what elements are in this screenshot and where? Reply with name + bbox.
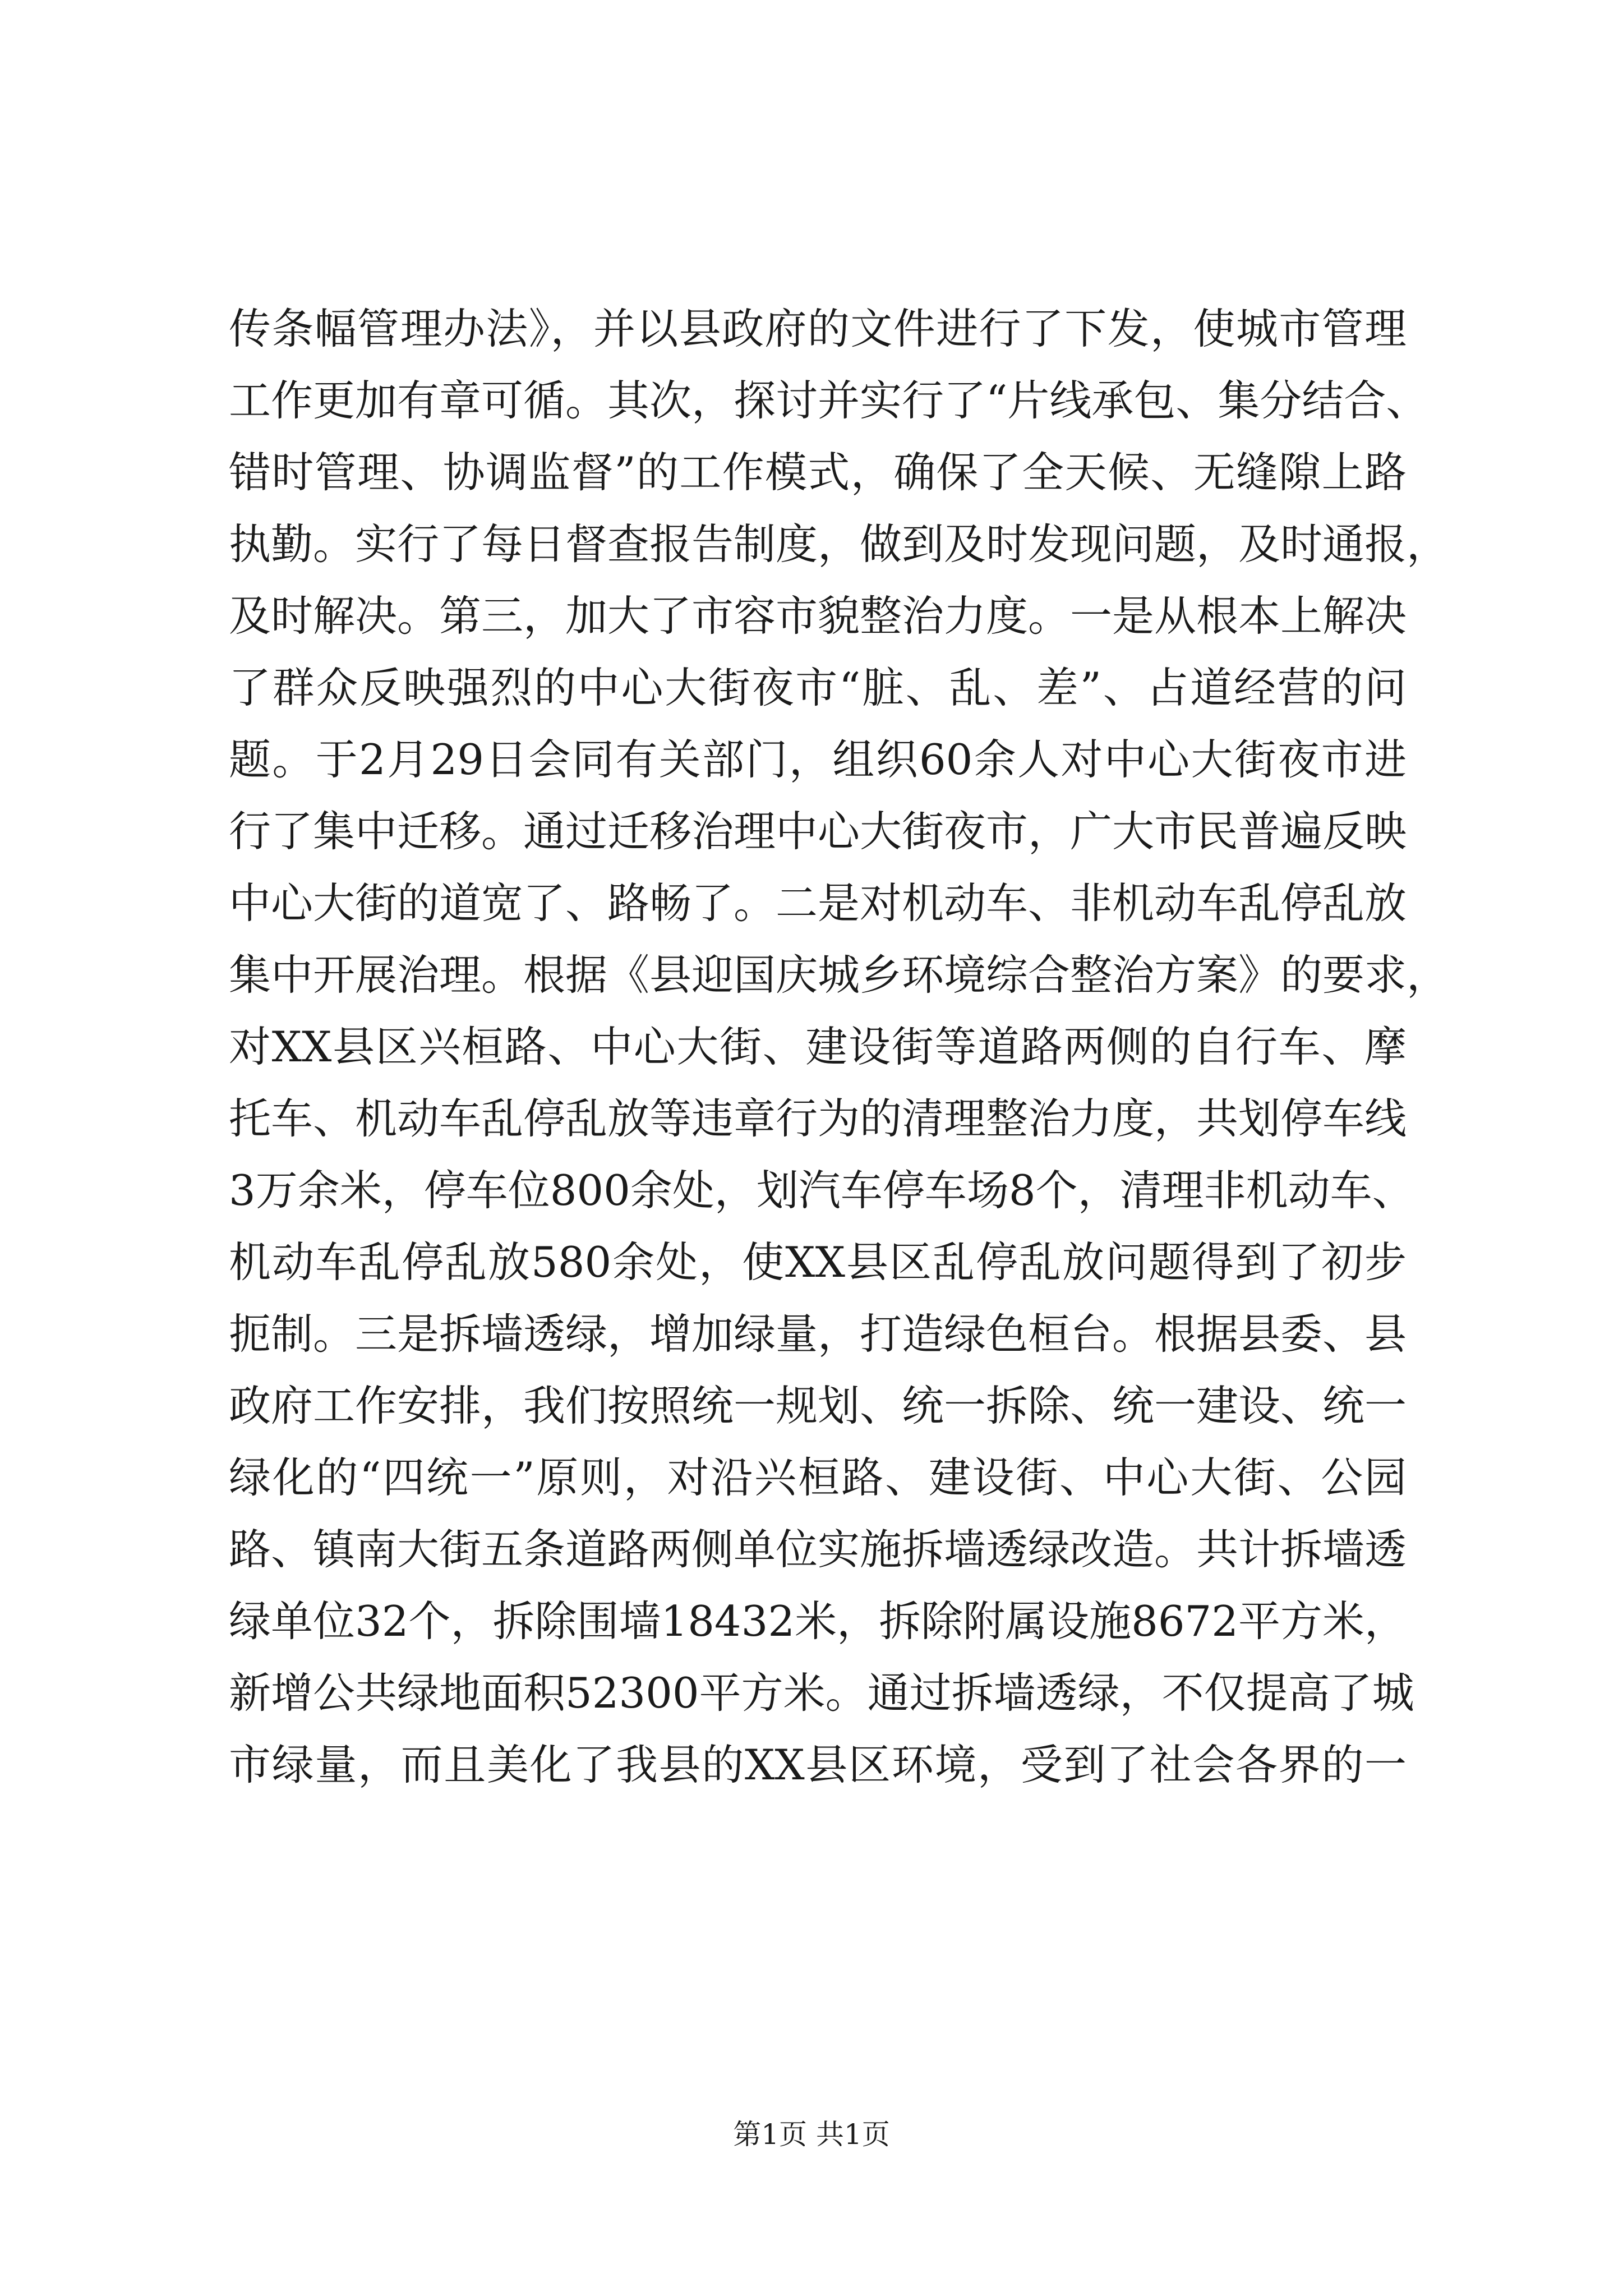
text-line: 新增公共绿地面积52300平方米。通过拆墙透绿，不仅提高了城 xyxy=(229,1668,1414,1718)
text-line: 集中开展治理。根据《县迎国庆城乡环境综合整治方案》的要求， xyxy=(229,950,1449,1000)
text-line: 执勤。实行了每日督查报告制度，做到及时发现问题，及时通报， xyxy=(229,519,1449,569)
text-line: 工作更加有章可循。其次，探讨并实行了“片线承包、集分结合、 xyxy=(229,376,1428,425)
text-line: 绿单位32个，拆除围墙18432米，拆除附属设施8672平方米， xyxy=(229,1596,1407,1646)
text-line: 及时解决。第三，加大了市容市貌整治力度。一是从根本上解决 xyxy=(229,591,1407,641)
text-line: 绿化的“四统一”原则，对沿兴桓路、建设街、中心大街、公园 xyxy=(229,1453,1407,1502)
text-line: 政府工作安排，我们按照统一规划、统一拆除、统一建设、统一 xyxy=(229,1381,1407,1430)
text-line: 路、镇南大街五条道路两侧单位实施拆墙透绿改造。共计拆墙透 xyxy=(229,1525,1407,1574)
text-line: 市绿量，而且美化了我县的XX县区环境，受到了社会各界的一 xyxy=(229,1740,1407,1789)
page-footer: 第1页 共1页 xyxy=(733,2118,890,2151)
text-line: 机动车乱停乱放580余处，使XX县区乱停乱放问题得到了初步 xyxy=(229,1237,1407,1287)
text-line: 题。于2月29日会同有关部门，组织60余人对中心大街夜市进 xyxy=(229,735,1407,784)
text-line: 扼制。三是拆墙透绿，增加绿量，打造绿色桓台。根据县委、县 xyxy=(229,1309,1407,1359)
text-line: 传条幅管理办法》，并以县政府的文件进行了下发，使城市管理 xyxy=(229,304,1407,353)
text-line: 3万余米，停车位800余处，划汽车停车场8个，清理非机动车、 xyxy=(229,1166,1414,1215)
text-line: 对XX县区兴桓路、中心大街、建设街等道路两侧的自行车、摩 xyxy=(229,1022,1407,1071)
text-line: 错时管理、协调监督”的工作模式，确保了全天候、无缝隙上路 xyxy=(229,448,1407,497)
text-line: 托车、机动车乱停乱放等违章行为的清理整治力度，共划停车线 xyxy=(229,1094,1407,1143)
text-line: 行了集中迁移。通过迁移治理中心大街夜市，广大市民普遍反映 xyxy=(229,807,1407,856)
text-line: 了群众反映强烈的中心大街夜市“脏、乱、差”、占道经营的问 xyxy=(229,663,1407,712)
text-line: 中心大街的道宽了、路畅了。二是对机动车、非机动车乱停乱放 xyxy=(229,878,1407,928)
body-text xyxy=(229,293,1449,1801)
